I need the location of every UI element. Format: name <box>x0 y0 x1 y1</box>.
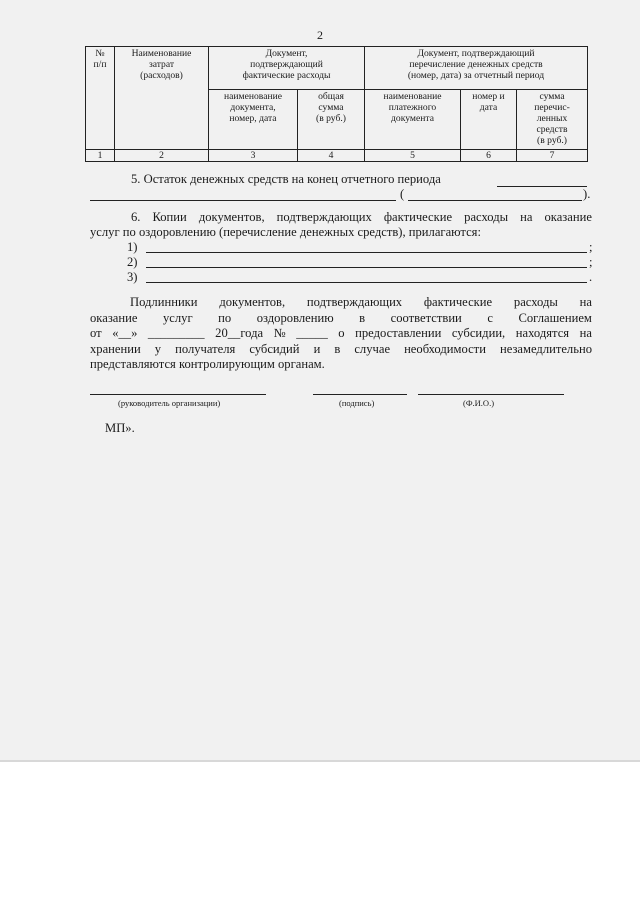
item6-line2: услуг по оздоровлению (перечисление денежных средств), прилагаются: <box>90 225 481 239</box>
item5-amount-line <box>408 200 582 201</box>
item5-close: ). <box>583 187 591 201</box>
attachment-line <box>146 267 587 268</box>
originals-line: от «__» _________ 20__года № _____ о предоставлении субсидии, находятся на <box>90 326 592 340</box>
header-actual-expense-doc: Документ, подтверждающий фактические расходы <box>209 47 365 90</box>
item6-line1: 6. Копии документов, подтверждающих фактические расходы на оказание <box>131 210 592 224</box>
attachment-line <box>146 252 587 253</box>
attachment-number: 3) <box>127 270 138 284</box>
attachment-line <box>146 282 587 283</box>
subheader-doc-name: наименование документа, номер, дата <box>209 90 298 150</box>
subheader-transferred-sum: сумма перечис- ленных средств (в руб.) <box>517 90 588 150</box>
attachment-end: ; <box>589 255 593 269</box>
fio-line <box>418 394 564 395</box>
originals-paragraph <box>90 295 592 373</box>
header-expense-name: Наименование затрат (расходов) <box>115 47 209 150</box>
header-transfer-doc: Документ, подтверждающий перечисление денежных средств (номер, дата) за отчетный период <box>365 47 588 90</box>
column-number: 7 <box>517 150 588 162</box>
column-numbers-row <box>86 150 588 162</box>
column-number: 6 <box>461 150 517 162</box>
header-num: № п/п <box>86 47 115 150</box>
originals-line: Подлинники документов, подтверждающих фактические расходы на <box>130 295 592 309</box>
head-signature-line <box>90 394 266 395</box>
subheader-number-date: номер и дата <box>461 90 517 150</box>
expense-table <box>85 46 588 162</box>
column-number: 1 <box>86 150 115 162</box>
attachment-number: 2) <box>127 255 138 269</box>
subheader-payment-doc: наименование платежного документа <box>365 90 461 150</box>
column-number: 4 <box>298 150 365 162</box>
signature-caption: (подпись) <box>339 398 375 408</box>
item5-amount-words-line <box>90 200 396 201</box>
signature-line <box>313 394 407 395</box>
column-number: 3 <box>209 150 298 162</box>
stamp-place: МП». <box>105 421 135 435</box>
attachment-number: 1) <box>127 240 138 254</box>
fio-caption: (Ф.И.О.) <box>463 398 495 408</box>
head-caption: (руководитель организации) <box>118 398 221 408</box>
originals-line: представляются контролирующим органам. <box>90 357 325 371</box>
column-number: 2 <box>115 150 209 162</box>
item5-blank-line <box>497 186 587 187</box>
item5-open-paren: ( <box>400 187 405 201</box>
item5-label: 5. Остаток денежных средств на конец отчетного периода <box>131 172 441 186</box>
page-edge <box>0 760 640 762</box>
column-number: 5 <box>365 150 461 162</box>
originals-line: оказание услуг по оздоровлению в соответствии с Соглашением <box>90 310 592 325</box>
attachment-end: ; <box>589 240 593 254</box>
attachment-end: . <box>589 270 593 284</box>
originals-line: хранении у получателя субсидий и в случае необходимости незамедлительно <box>90 341 592 356</box>
subheader-total-sum: общая сумма (в руб.) <box>298 90 365 150</box>
page-number: 2 <box>317 28 323 42</box>
